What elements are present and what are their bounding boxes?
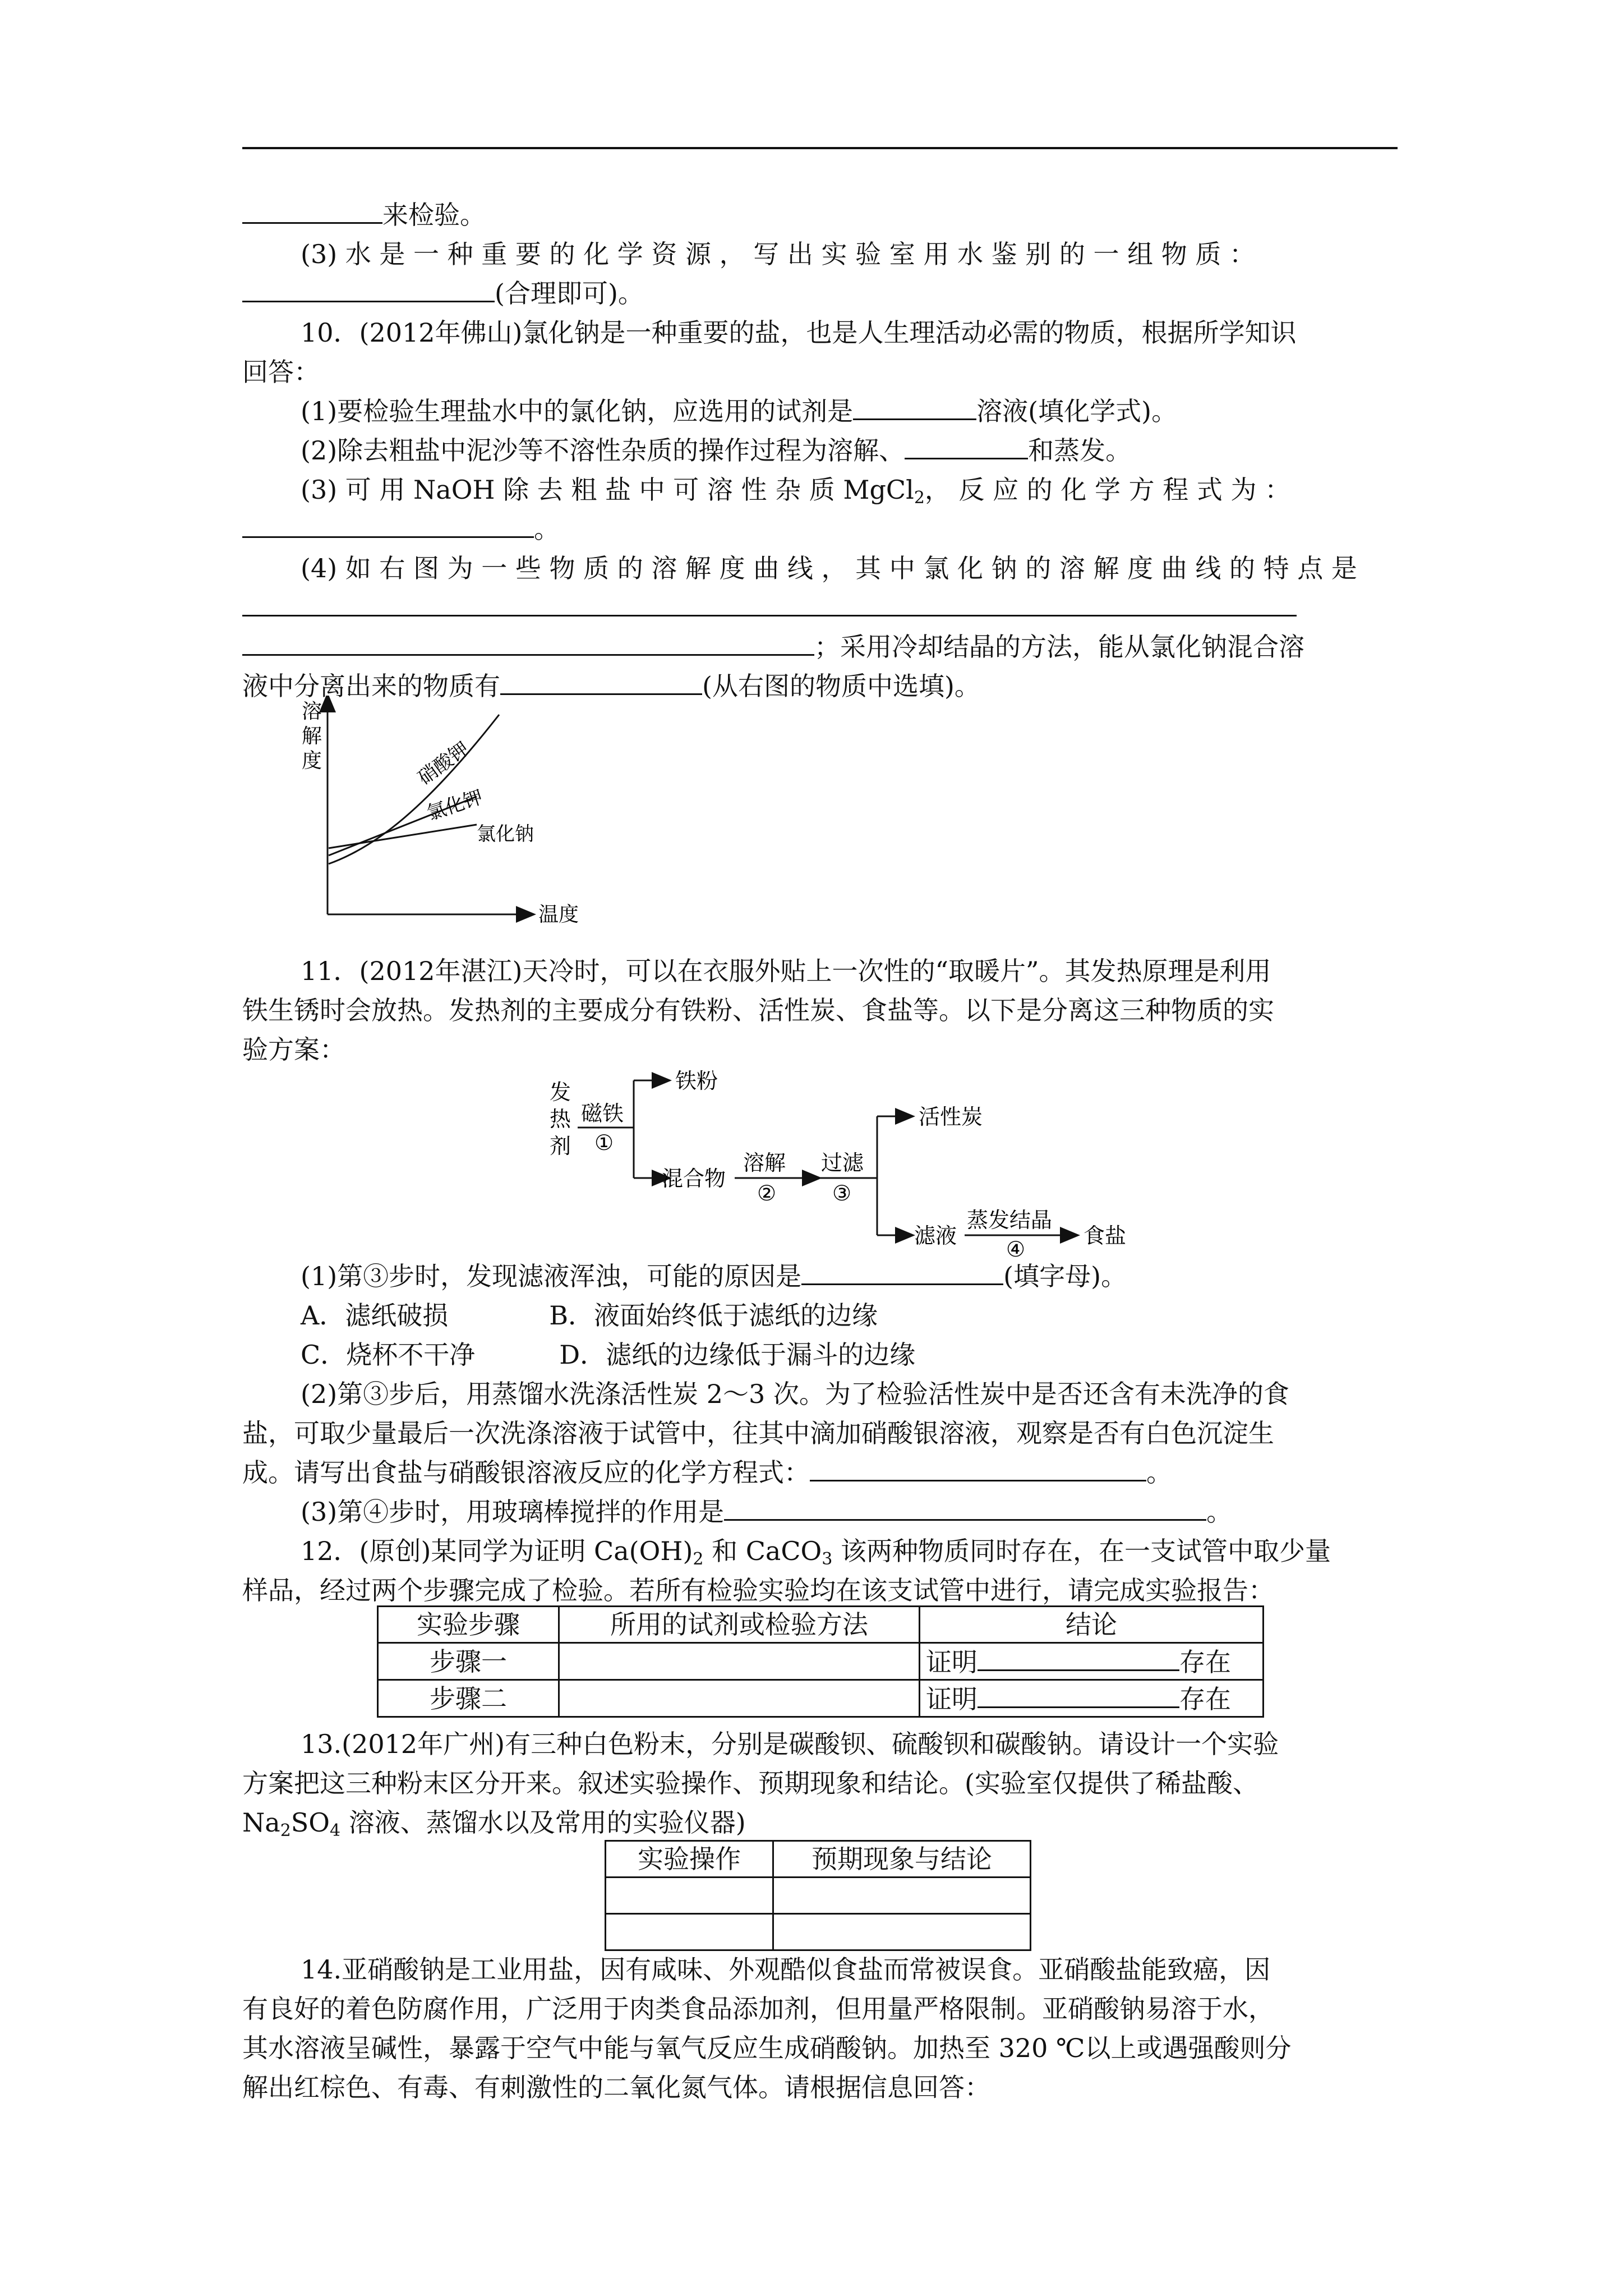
q11-part2-line1: (2)第③步后，用蒸馏水洗涤活性炭 2～3 次。为了检验活性炭中是否还含有未洗净的食	[301, 1379, 1289, 1409]
q14-line3: 其水溶液呈碱性，暴露于空气中能与氧气反应生成硝酸钠。加热至 320 ℃以上或遇强酸则分	[242, 2033, 1292, 2063]
q13-plan-table	[605, 1840, 1031, 1951]
answer-cell[interactable]	[773, 1878, 1031, 1914]
q9-line2: (3) 水 是 一 种 重 要 的 化 学 资 源 ， 写 出 实 验 室 用 水 鉴 别 的 一 组 物 质 ：	[301, 239, 1255, 269]
q10-part3-line2: 。	[242, 509, 1297, 549]
q11-part3: (3)第④步时，用玻璃棒搅拌的作用是 。	[301, 1492, 1297, 1531]
step3-filter: 过滤	[821, 1151, 864, 1175]
option-d[interactable]: D．滤纸的边缘低于漏斗的边缘	[559, 1340, 916, 1370]
q12-line1: 12．(原创)某同学为证明 $Ca(OH)_2$ 和 CaCO$_3$ 该两种物质同时存在，在一支试管中取少量	[301, 1536, 1331, 1569]
q10-part4-line4: 液中分离出来的物质有 (从右图的物质中选填)。	[242, 666, 1297, 706]
q13-line2: 方案把这三种粉末区分开来。叙述实验操作、预期现象和结论。(实验室仅提供了稀盐酸、	[242, 1768, 1258, 1798]
header-rule	[242, 147, 1398, 149]
answer-blank[interactable]	[853, 393, 976, 420]
q9-line3: (合理即可)。	[242, 274, 1297, 313]
step1-magnet: 磁铁	[581, 1101, 624, 1126]
q9-line1: 来检验。	[242, 195, 1297, 234]
q14-line1: 14.亚硝酸钠是工业用盐，因有咸味、外观酷似食盐而常被误食。亚硝酸盐能致癌，因	[301, 1954, 1271, 1985]
y-axis-label: 溶解度	[302, 700, 322, 772]
q13-line1: 13.(2012年广州)有三种白色粉末，分别是碳酸钡、硫酸钡和碳酸钠。请设计一个实验	[301, 1729, 1279, 1759]
step3-num: ③	[832, 1181, 852, 1205]
answer-blank[interactable]	[724, 1493, 1206, 1521]
q14-line2: 有良好的着色防腐作用，广泛用于肉类食品添加剂，但用量严格限制。亚硝酸钠易溶于水，	[242, 1994, 1274, 2024]
answer-blank[interactable]	[978, 1644, 1179, 1671]
answer-blank[interactable]	[242, 275, 495, 302]
q10-stem-line1: 10．(2012年佛山)氯化钠是一种重要的盐，也是人生理活动必需的物质，根据所学知识	[301, 318, 1297, 348]
table-header-row: 实验操作 预期现象与结论	[606, 1841, 1031, 1878]
table-row: 步骤一 证明 存在	[378, 1643, 1264, 1680]
table-row	[606, 1914, 1031, 1950]
answer-cell[interactable]	[559, 1680, 920, 1717]
q11-options-ab	[301, 1296, 1297, 1335]
step4-evaporate: 蒸发结晶	[967, 1208, 1053, 1232]
x-axis-label: 温度	[538, 903, 579, 926]
q10-part3: (3) 可 用 NaOH 除 去 粗 盐 中 可 溶 性 杂 质 MgCl$_2$， 反 应 的 化 学 方 程 式 为 ：	[301, 475, 1291, 508]
table-header-row: 实验步骤 所用的试剂或检验方法 结论	[378, 1607, 1264, 1643]
option-a[interactable]: A．滤纸破损	[301, 1300, 449, 1331]
nacl-curve	[329, 825, 477, 848]
product-salt: 食盐	[1083, 1223, 1127, 1248]
kno3-label: 硝酸钾	[413, 737, 473, 790]
q11-options-cd	[301, 1335, 1297, 1374]
answer-blank[interactable]	[801, 1258, 1003, 1285]
answer-blank[interactable]	[500, 668, 702, 695]
start-heat-agent: 发 热 剂	[550, 1080, 571, 1158]
nacl-label: 氯化钠	[477, 823, 534, 845]
answer-blank[interactable]	[242, 628, 814, 656]
q11-part2-line3: 成。请写出食盐与硝酸银溶液反应的化学方程式： 。	[242, 1453, 1297, 1492]
q11-stem-line3: 验方案：	[242, 1034, 345, 1065]
intermediate-mixture: 混合物	[662, 1166, 726, 1191]
solubility-chart	[292, 696, 583, 931]
answer-cell[interactable]	[773, 1914, 1031, 1950]
q10-part4-line3: ；采用冷却结晶的方法，能从氯化钠混合溶	[242, 627, 1297, 666]
step4-num: ④	[1006, 1237, 1026, 1262]
q10-part4-line2	[242, 588, 1297, 627]
answer-blank[interactable]	[242, 196, 382, 224]
q12-report-table	[377, 1605, 1264, 1718]
step2-num: ②	[757, 1181, 777, 1205]
step1-num: ①	[594, 1130, 614, 1155]
q10-stem-line2: 回答：	[242, 357, 320, 387]
q11-stem-line2: 铁生锈时会放热。发热剂的主要成分有铁粉、活性炭、食盐等。以下是分离这三种物质的实	[242, 995, 1274, 1025]
intermediate-filtrate: 滤液	[914, 1223, 957, 1248]
option-c[interactable]: C．烧杯不干净	[301, 1340, 476, 1370]
answer-blank[interactable]	[242, 510, 534, 538]
product-carbon: 活性炭	[919, 1105, 983, 1129]
q13-line3: $Na_2SO_4$ 溶液、蒸馏水以及常用的实验仪器)	[242, 1807, 746, 1841]
answer-cell[interactable]	[606, 1914, 773, 1950]
q10-part4: (4) 如 右 图 为 一 些 物 质 的 溶 解 度 曲 线 ， 其 中 氯 化 钠 的 溶 解 度 曲 线 的 特 点 是	[301, 553, 1357, 583]
q11-part1: (1)第③步时，发现滤液浑浊，可能的原因是 (填字母)。	[301, 1257, 1297, 1296]
answer-cell[interactable]	[559, 1643, 920, 1680]
separation-flow-diagram	[538, 1060, 1211, 1262]
q11-stem-line1: 11．(2012年湛江)天冷时，可以在衣服外贴上一次性的“取暖片”。其发热原理是利用	[301, 956, 1271, 986]
q11-part2-line2: 盐，可取少量最后一次洗涤溶液于试管中，往其中滴加硝酸银溶液，观察是否有白色沉淀生	[242, 1418, 1274, 1448]
kcl-label: 氯化钾	[424, 785, 486, 825]
answer-blank[interactable]	[905, 432, 1028, 459]
answer-blank[interactable]	[242, 589, 1297, 616]
answer-blank[interactable]	[810, 1454, 1146, 1481]
answer-cell[interactable]	[606, 1878, 773, 1914]
q10-part2: (2)除去粗盐中泥沙等不溶性杂质的操作过程为溶解、 和蒸发。	[301, 431, 1297, 470]
step2-dissolve: 溶解	[743, 1151, 786, 1175]
table-row	[606, 1878, 1031, 1914]
product-iron: 铁粉	[675, 1069, 718, 1093]
table-row: 步骤二 证明 存在	[378, 1680, 1264, 1717]
q14-line4: 解出红棕色、有毒、有刺激性的二氧化氮气体。请根据信息回答：	[242, 2072, 990, 2102]
option-b[interactable]: B．液面始终低于滤纸的边缘	[549, 1300, 878, 1331]
answer-blank[interactable]	[978, 1681, 1179, 1708]
q10-part1: (1)要检验生理盐水中的氯化钠，应选用的试剂是 溶液(填化学式)。	[301, 392, 1297, 431]
q12-line2: 样品，经过两个步骤完成了检验。若所有检验实验均在该支试管中进行，请完成实验报告：	[242, 1575, 1274, 1605]
